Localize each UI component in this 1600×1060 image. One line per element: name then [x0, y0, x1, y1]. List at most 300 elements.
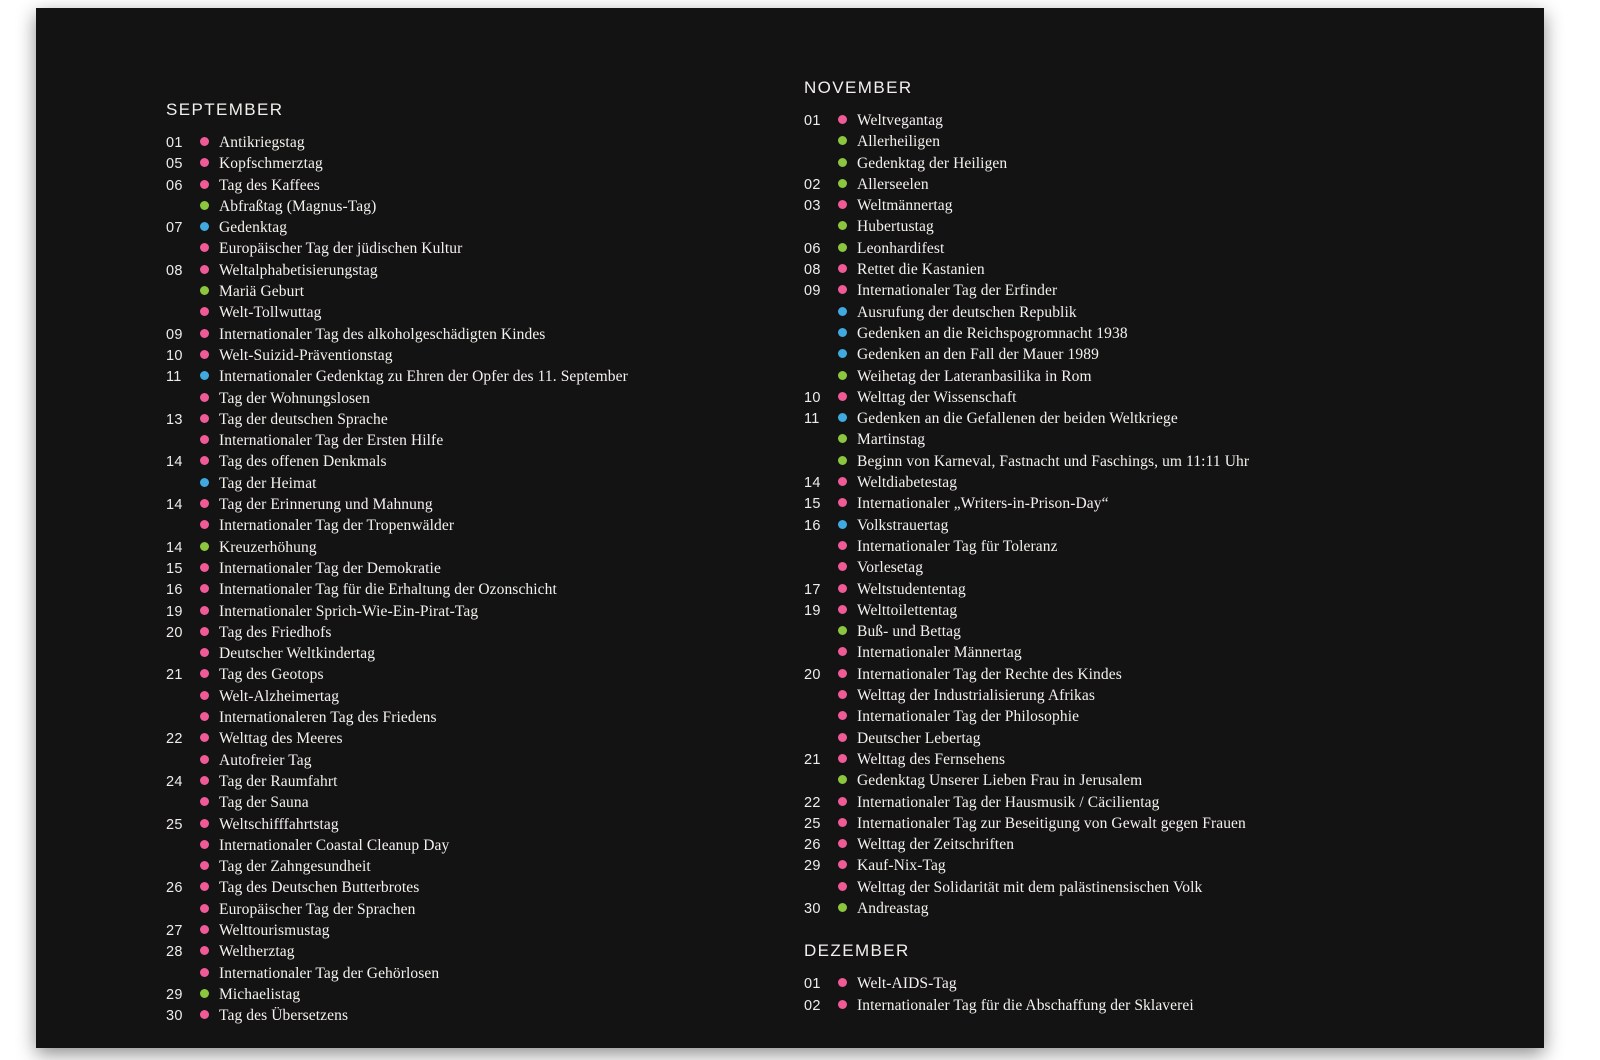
category-dot-green — [200, 286, 209, 295]
category-dot-pink — [838, 477, 847, 486]
category-dot-green — [200, 542, 209, 551]
category-dot-pink — [200, 456, 209, 465]
calendar-entry — [804, 216, 1504, 237]
entry-label: Gedenken an die Reichspogromnacht 1938 — [857, 324, 1128, 342]
entry-label: Europäischer Tag der jüdischen Kultur — [219, 240, 463, 258]
entry-label: Weihetag der Lateranbasilika in Rom — [857, 367, 1092, 385]
category-dot-pink — [838, 541, 847, 550]
entry-label: Welttag des Meeres — [219, 730, 343, 748]
category-dot-pink — [200, 584, 209, 593]
calendar-entry — [166, 260, 806, 281]
calendar-entry — [804, 877, 1504, 898]
category-dot-pink — [838, 647, 847, 656]
entry-day: 15 — [166, 560, 183, 577]
category-dot-pink — [838, 498, 847, 507]
entry-day: 26 — [166, 880, 183, 897]
category-dot-pink — [200, 882, 209, 891]
entry-day: 15 — [804, 496, 821, 513]
entry-label: Internationaler Tag zur Beseitigung von Gewalt gegen Frauen — [857, 814, 1246, 832]
calendar-entry — [804, 855, 1504, 876]
entry-label: Internationaler Tag der Hausmusik / Cäcilientag — [857, 793, 1160, 811]
category-dot-green — [838, 158, 847, 167]
category-dot-pink — [838, 839, 847, 848]
entry-day: 06 — [166, 177, 183, 194]
category-dot-pink — [838, 115, 847, 124]
category-dot-green — [838, 179, 847, 188]
calendar-entry — [166, 494, 806, 515]
calendar-entry — [804, 195, 1504, 216]
entry-day: 14 — [166, 539, 183, 556]
entry-day: 25 — [804, 815, 821, 832]
category-dot-pink — [838, 733, 847, 742]
category-dot-pink — [200, 819, 209, 828]
calendar-entry — [166, 451, 806, 472]
entry-day: 11 — [166, 369, 182, 386]
entry-label: Autofreier Tag — [219, 751, 312, 769]
calendar-entry — [804, 600, 1504, 621]
calendar-entry — [166, 963, 806, 984]
calendar-entry — [166, 196, 806, 217]
calendar-entry — [804, 621, 1504, 642]
category-dot-pink — [200, 435, 209, 444]
entry-label: Internationaler Tag der Ersten Hilfe — [219, 432, 444, 450]
calendar-entry — [804, 493, 1504, 514]
category-dot-pink — [838, 264, 847, 273]
entry-label: Weltvegantag — [857, 112, 944, 129]
category-dot-pink — [838, 584, 847, 593]
calendar-entry — [804, 451, 1504, 472]
calendar-entry — [166, 345, 806, 366]
calendar-entry — [804, 429, 1504, 450]
calendar-entry — [804, 706, 1504, 727]
category-dot-pink — [200, 606, 209, 615]
entry-label: Tag des Geotops — [219, 666, 324, 684]
calendar-entry — [166, 601, 806, 622]
entry-label: Welttag der Zeitschriften — [857, 836, 1015, 854]
category-dot-pink — [200, 733, 209, 742]
entry-day: 30 — [166, 1008, 183, 1025]
entry-day: 25 — [166, 816, 183, 833]
calendar-entry — [804, 280, 1504, 301]
category-dot-green — [200, 989, 209, 998]
entry-day: 02 — [804, 176, 821, 193]
entry-label: Deutscher Lebertag — [857, 729, 981, 747]
category-dot-green — [838, 243, 847, 252]
category-dot-blue — [200, 222, 209, 231]
entry-label: Weltalphabetisierungstag — [219, 261, 378, 279]
entry-label: Volkstrauertag — [857, 516, 949, 534]
entry-day: 20 — [804, 666, 821, 683]
category-dot-pink — [200, 755, 209, 764]
category-dot-pink — [200, 563, 209, 572]
entry-label: Weltschifffahrtstag — [219, 815, 339, 833]
category-dot-pink — [838, 200, 847, 209]
entry-label: Internationaler Tag der Philosophie — [857, 708, 1080, 726]
entry-day: 19 — [166, 603, 183, 620]
month-heading: NOVEMBER — [804, 78, 913, 97]
entry-day: 01 — [804, 113, 821, 129]
category-dot-pink — [200, 627, 209, 636]
entry-label: Internationaler Tag des alkoholgeschädigten Kindes — [219, 325, 546, 343]
calendar-entry — [804, 834, 1504, 855]
entry-label: Welttag der Wissenschaft — [857, 388, 1017, 406]
calendar-entry — [804, 973, 1504, 994]
calendar-entry — [166, 175, 806, 196]
calendar-entry — [166, 664, 806, 685]
entry-day: 09 — [804, 283, 821, 300]
category-dot-blue — [838, 307, 847, 316]
entry-label: Tag des Friedhofs — [219, 623, 332, 641]
entry-day: 29 — [804, 858, 821, 875]
entry-label: Internationaler „Writers-in-Prison-Day“ — [857, 495, 1109, 513]
calendar-entry — [804, 642, 1504, 663]
entry-label: Tag des Kaffees — [219, 176, 320, 194]
category-dot-blue — [838, 520, 847, 529]
entry-label: Gedenktag der Heiligen — [857, 154, 1008, 172]
entry-label: Deutscher Weltkindertag — [219, 645, 376, 663]
entry-label: Welttag der Solidarität mit dem palästinensischen Volk — [857, 878, 1203, 896]
calendar-entry — [804, 536, 1504, 557]
entry-label: Tag der Zahngesundheit — [219, 858, 371, 876]
calendar-entry — [804, 813, 1504, 834]
calendar-entry — [804, 302, 1504, 323]
calendar-entry — [166, 1005, 806, 1026]
category-dot-green — [838, 221, 847, 230]
entry-day: 08 — [804, 262, 821, 279]
category-dot-pink — [200, 307, 209, 316]
entry-day: 21 — [804, 751, 821, 768]
entry-label: Gedenktag Unserer Lieben Frau in Jerusalem — [857, 772, 1143, 790]
category-dot-pink — [200, 691, 209, 700]
calendar-entry — [804, 131, 1504, 152]
entry-label: Kauf-Nix-Tag — [857, 857, 946, 875]
calendar-entry — [166, 537, 806, 558]
calendar-entry — [804, 366, 1504, 387]
entry-label: Leonhardifest — [857, 239, 945, 257]
category-dot-pink — [838, 605, 847, 614]
entry-label: Tag der Heimat — [219, 474, 317, 492]
entry-label: Welt-Tollwuttag — [219, 304, 322, 322]
right-column — [804, 78, 1504, 1016]
entry-day: 16 — [166, 582, 183, 599]
category-dot-pink — [838, 562, 847, 571]
entry-label: Internationaler Coastal Cleanup Day — [219, 836, 450, 854]
entry-label: Tag des Deutschen Butterbrotes — [219, 879, 420, 897]
category-dot-pink — [200, 648, 209, 657]
entry-label: Kreuzerhöhung — [219, 538, 317, 556]
category-dot-pink — [838, 754, 847, 763]
calendar-entry — [166, 238, 806, 259]
category-dot-green — [838, 136, 847, 145]
entry-day: 16 — [804, 517, 821, 534]
entry-label: Tag der Raumfahrt — [219, 772, 338, 790]
category-dot-pink — [838, 711, 847, 720]
entry-label: Internationaler Tag der Tropenwälder — [219, 517, 455, 535]
entry-label: Welt-Suizid-Präventionstag — [219, 346, 393, 364]
calendar-entry — [166, 388, 806, 409]
entry-day: 17 — [804, 581, 821, 598]
entry-label: Welttourismustag — [219, 921, 330, 939]
calendar-entry — [166, 707, 806, 728]
category-dot-pink — [200, 520, 209, 529]
calendar-entry — [166, 366, 806, 387]
calendar-entry — [804, 515, 1504, 536]
category-dot-pink — [838, 690, 847, 699]
category-dot-pink — [200, 180, 209, 189]
calendar-entry — [166, 409, 806, 430]
entry-day: 08 — [166, 262, 183, 279]
left-column — [166, 100, 806, 1026]
entry-label: Tag der Erinnerung und Mahnung — [219, 496, 433, 514]
entry-label: Welt-AIDS-Tag — [857, 975, 957, 993]
entry-label: Welttoilettentag — [857, 601, 958, 619]
entry-label: Kopfschmerztag — [219, 155, 323, 173]
entry-label: Weltherztag — [219, 943, 295, 961]
category-dot-green — [838, 626, 847, 635]
category-dot-pink — [200, 414, 209, 423]
entry-label: Welttag des Fernsehens — [857, 750, 1006, 768]
entry-label: Weltmännertag — [857, 197, 953, 215]
entry-day: 29 — [166, 986, 183, 1003]
calendar-entry — [166, 835, 806, 856]
entry-day: 06 — [804, 240, 821, 257]
calendar-entry — [166, 920, 806, 941]
entry-label: Gedenktag — [219, 219, 288, 237]
category-dot-green — [838, 371, 847, 380]
calendar-entry — [166, 686, 806, 707]
entry-label: Mariä Geburt — [219, 283, 305, 301]
category-dot-pink — [200, 158, 209, 167]
entry-day: 19 — [804, 602, 821, 619]
entry-label: Internationaler Tag für die Erhaltung der Ozonschicht — [219, 581, 557, 599]
entry-label: Abfraßtag (Magnus-Tag) — [219, 197, 377, 215]
entry-label: Allerheiligen — [857, 133, 941, 151]
category-dot-blue — [838, 328, 847, 337]
entry-day: 02 — [804, 997, 821, 1014]
entry-label: Internationaler Tag für die Abschaffung der Sklaverei — [857, 996, 1194, 1014]
calendar-entry — [166, 877, 806, 898]
calendar-entry — [166, 473, 806, 494]
category-dot-green — [838, 456, 847, 465]
calendar-entry — [166, 430, 806, 451]
calendar-entry — [804, 685, 1504, 706]
entry-day: 03 — [804, 198, 821, 215]
entry-day: 22 — [166, 731, 183, 748]
calendar-entry — [166, 302, 806, 323]
entry-label: Weltdiabetestag — [857, 474, 958, 492]
category-dot-pink — [838, 860, 847, 869]
calendar-entry — [804, 110, 1504, 131]
category-dot-pink — [838, 882, 847, 891]
calendar-entry — [166, 643, 806, 664]
entry-day: 14 — [804, 475, 821, 492]
category-dot-pink — [200, 946, 209, 955]
category-dot-pink — [200, 904, 209, 913]
calendar-entry — [804, 898, 1504, 919]
entry-label: Tag der deutschen Sprache — [219, 410, 388, 428]
category-dot-pink — [838, 818, 847, 827]
entry-label: Gedenken an die Gefallenen der beiden Weltkriege — [857, 410, 1178, 428]
entry-label: Gedenken an den Fall der Mauer 1989 — [857, 346, 1099, 364]
entry-label: Internationaler Tag der Demokratie — [219, 559, 441, 577]
category-dot-blue — [838, 349, 847, 358]
calendar-entry — [166, 558, 806, 579]
category-dot-green — [838, 775, 847, 784]
entry-label: Tag des offenen Denkmals — [219, 453, 387, 471]
entry-day: 30 — [804, 900, 821, 917]
calendar-entry — [166, 899, 806, 920]
entry-label: Internationaler Gedenktag zu Ehren der Opfer des 11. September — [219, 368, 628, 386]
entry-label: Internationaler Tag der Erfinder — [857, 282, 1058, 300]
entry-day: 11 — [804, 411, 820, 428]
entry-label: Tag des Übersetzens — [219, 1007, 349, 1025]
category-dot-blue — [838, 413, 847, 422]
entry-label: Allerseelen — [857, 175, 929, 193]
month-heading: DEZEMBER — [804, 941, 910, 961]
entry-label: Hubertustag — [857, 218, 934, 236]
entry-label: Welt-Alzheimertag — [219, 687, 340, 705]
entry-day: 05 — [166, 156, 183, 173]
calendar-entry — [166, 324, 806, 345]
entry-day: 24 — [166, 773, 183, 790]
calendar-entry — [166, 750, 806, 771]
category-dot-pink — [838, 797, 847, 806]
calendar-entry — [166, 515, 806, 536]
calendar-entry — [166, 814, 806, 835]
category-dot-pink — [838, 1000, 847, 1009]
entry-label: Internationaleren Tag des Friedens — [219, 709, 437, 727]
category-dot-green — [200, 201, 209, 210]
category-dot-pink — [200, 137, 209, 146]
entry-day: 01 — [166, 135, 183, 151]
calendar-entry — [804, 557, 1504, 578]
calendar-entry — [804, 259, 1504, 280]
calendar-entry — [804, 238, 1504, 259]
category-dot-pink — [200, 669, 209, 678]
calendar-entry — [166, 132, 806, 153]
entry-label: Europäischer Tag der Sprachen — [219, 900, 416, 918]
entry-label: Weltstudententag — [857, 580, 966, 598]
calendar-entry — [166, 856, 806, 877]
category-dot-pink — [838, 285, 847, 294]
category-dot-pink — [200, 1010, 209, 1019]
calendar-entry — [804, 153, 1504, 174]
calendar-entry — [166, 941, 806, 962]
category-dot-pink — [200, 350, 209, 359]
category-dot-pink — [200, 329, 209, 338]
calendar-entry — [166, 217, 806, 238]
calendar-entry — [166, 792, 806, 813]
entry-day: 22 — [804, 794, 821, 811]
category-dot-blue — [200, 478, 209, 487]
entry-label: Internationaler Tag der Gehörlosen — [219, 964, 440, 982]
category-dot-green — [838, 434, 847, 443]
category-dot-pink — [838, 669, 847, 678]
calendar-entry — [804, 387, 1504, 408]
entry-day: 09 — [166, 326, 183, 343]
month-spacer — [804, 919, 1504, 941]
entry-label: Beginn von Karneval, Fastnacht und Faschings, um 11:11 Uhr — [857, 452, 1250, 470]
entry-label: Tag der Sauna — [219, 794, 309, 812]
entry-label: Rettet die Kastanien — [857, 261, 985, 279]
entry-day: 01 — [804, 976, 821, 993]
category-dot-pink — [200, 925, 209, 934]
category-dot-pink — [200, 968, 209, 977]
calendar-entry — [166, 579, 806, 600]
calendar-entry — [804, 995, 1504, 1016]
entry-label: Tag der Wohnungslosen — [219, 389, 371, 407]
month-heading: SEPTEMBER — [166, 100, 284, 119]
category-dot-pink — [200, 840, 209, 849]
entry-label: Vorlesetag — [857, 559, 924, 577]
calendar-entry — [804, 579, 1504, 600]
calendar-entry — [166, 281, 806, 302]
calendar-entry — [166, 622, 806, 643]
page-content — [36, 8, 1544, 1048]
calendar-entry — [804, 770, 1504, 791]
entry-day: 07 — [166, 220, 183, 237]
entry-label: Internationaler Männertag — [857, 644, 1022, 662]
category-dot-pink — [200, 499, 209, 508]
entry-label: Internationaler Tag für Toleranz — [857, 537, 1058, 555]
calendar-entry — [166, 728, 806, 749]
entry-day: 10 — [166, 347, 183, 364]
calendar-entry — [804, 408, 1504, 429]
entry-label: Antikriegstag — [219, 134, 305, 151]
category-dot-pink — [200, 797, 209, 806]
calendar-entry — [166, 153, 806, 174]
calendar-entry — [804, 344, 1504, 365]
entry-day: 21 — [166, 667, 183, 684]
entry-label: Welttag der Industrialisierung Afrikas — [857, 687, 1096, 705]
entry-day: 14 — [166, 454, 183, 471]
calendar-entry — [804, 728, 1504, 749]
entry-label: Andreastag — [857, 899, 929, 917]
category-dot-pink — [200, 712, 209, 721]
entry-day: 26 — [804, 837, 821, 854]
entry-label: Internationaler Sprich-Wie-Ein-Pirat-Tag — [219, 602, 479, 620]
entry-day: 27 — [166, 922, 183, 939]
category-dot-blue — [200, 371, 209, 380]
calendar-entry — [804, 664, 1504, 685]
calendar-entry — [804, 323, 1504, 344]
category-dot-pink — [200, 243, 209, 252]
category-dot-pink — [838, 978, 847, 987]
entry-label: Michaelistag — [219, 985, 301, 1003]
entry-label: Buß- und Bettag — [857, 623, 961, 641]
entry-label: Martinstag — [857, 431, 926, 449]
category-dot-green — [838, 903, 847, 912]
calendar-entry — [804, 749, 1504, 770]
calendar-entry — [166, 984, 806, 1005]
calendar-entry — [166, 771, 806, 792]
category-dot-pink — [200, 861, 209, 870]
entry-day: 13 — [166, 411, 183, 428]
calendar-entry — [804, 472, 1504, 493]
category-dot-pink — [200, 265, 209, 274]
category-dot-pink — [838, 392, 847, 401]
entry-day: 20 — [166, 624, 183, 641]
entry-day: 28 — [166, 944, 183, 961]
calendar-page — [36, 8, 1544, 1048]
category-dot-pink — [200, 393, 209, 402]
entry-day: 14 — [166, 497, 183, 514]
calendar-entry — [804, 792, 1504, 813]
entry-day: 10 — [804, 389, 821, 406]
entry-label: Internationaler Tag der Rechte des Kindes — [857, 665, 1122, 683]
category-dot-pink — [200, 776, 209, 785]
calendar-entry — [804, 174, 1504, 195]
